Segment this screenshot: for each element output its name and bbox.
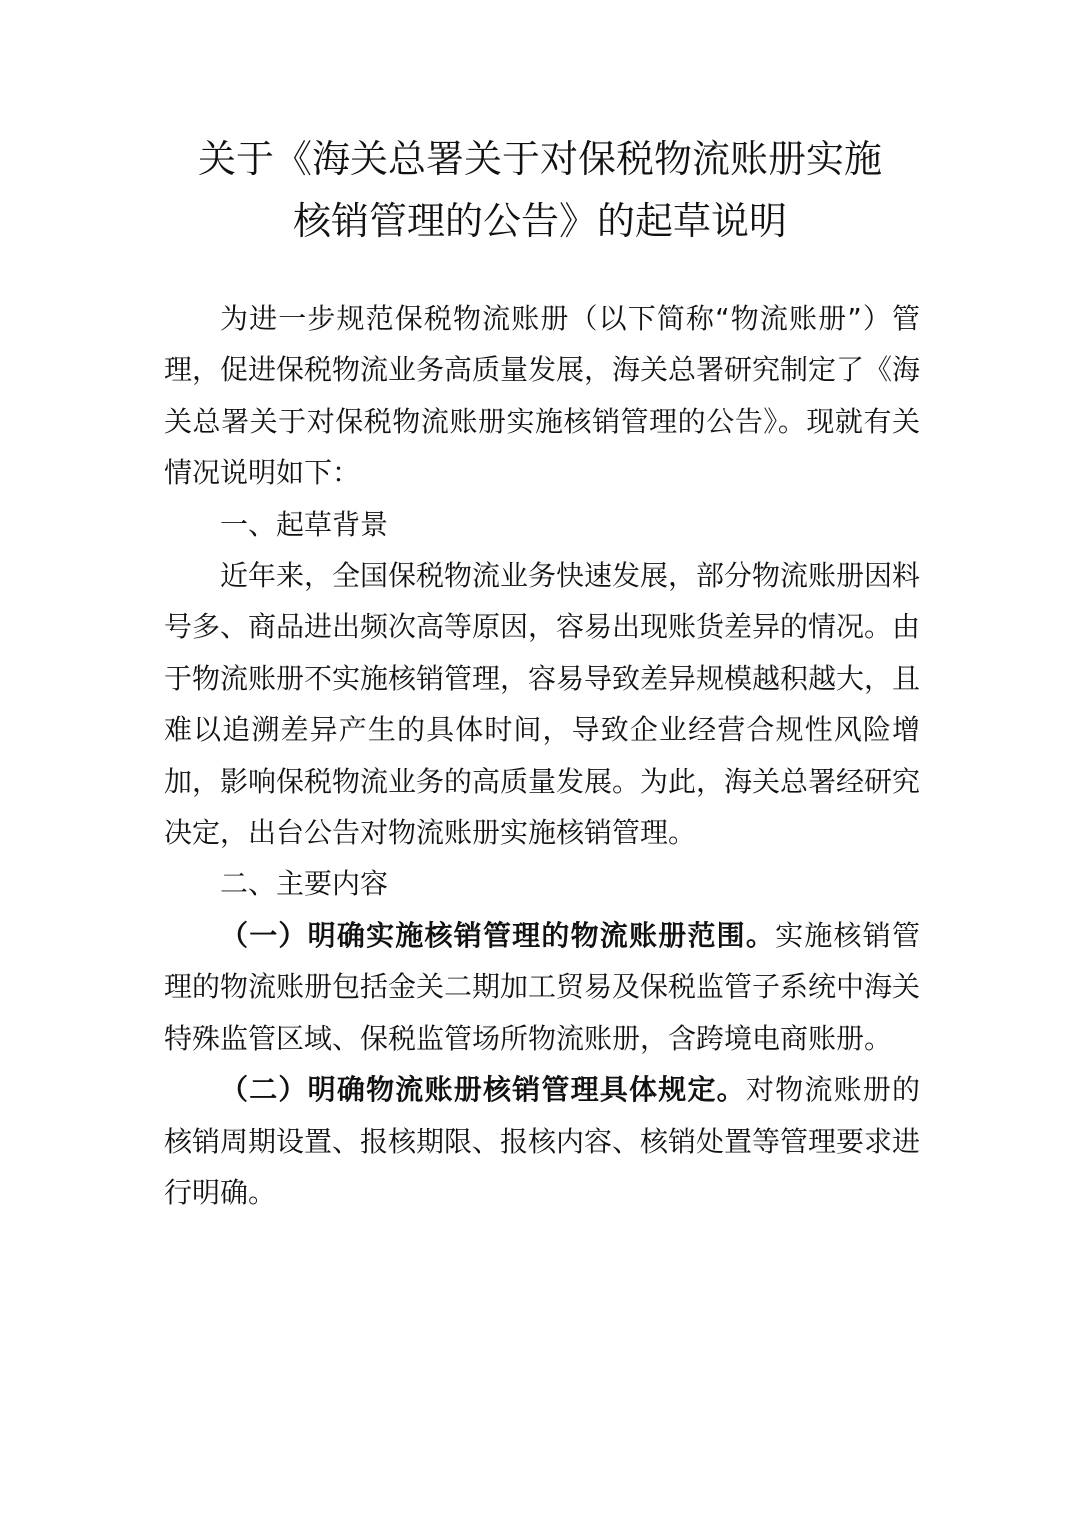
item-1-body: 实施核销管理的物流账册包括金关二期加工贸易及保税监管子系统中海关特殊监管区域、保税监管场所物流账册，含跨境电商账册。	[164, 918, 921, 1055]
item-2-lead: （二）明确物流账册核销管理具体规定。	[220, 1073, 746, 1107]
item-1-paragraph	[164, 910, 920, 1064]
title-line-2: 核销管理的公告》的起草说明	[292, 199, 787, 243]
section-2-heading: 二、主要内容	[220, 867, 389, 901]
section-1-heading: 一、起草背景	[220, 507, 389, 541]
item-2-body: 对物流账册的核销周期设置、报核期限、报核内容、核销处置等管理要求进行明确。	[164, 1073, 921, 1209]
document-body	[164, 293, 920, 1218]
intro-paragraph: 为进一步规范保税物流账册（以下简称“物流账册”）管理，促进保税物流业务高质量发展，海关总署研究制定了《海关总署关于对保税物流账册实施核销管理的公告》。现就有关情况说明如下：	[164, 302, 921, 490]
title-line-1: 关于《海关总署关于对保税物流账册实施	[197, 137, 882, 181]
section-1-paragraph: 近年来，全国保税物流业务快速发展，部分物流账册因料号多、商品进出频次高等原因，容易出现账货差异的情况。由于物流账册不实施核销管理，容易导致差异规模越积越大，且难以追溯差异产生的具体时间，导致企业经营合规性风险增加，影响保税物流业务的高质量发展。为此，海关总署经研究决定，出台公告对物流账册实施核销管理。	[164, 559, 921, 850]
item-1-lead: （一）明确实施核销管理的物流账册范围。	[220, 918, 776, 952]
document-title	[120, 128, 960, 252]
item-2-paragraph	[164, 1064, 920, 1218]
